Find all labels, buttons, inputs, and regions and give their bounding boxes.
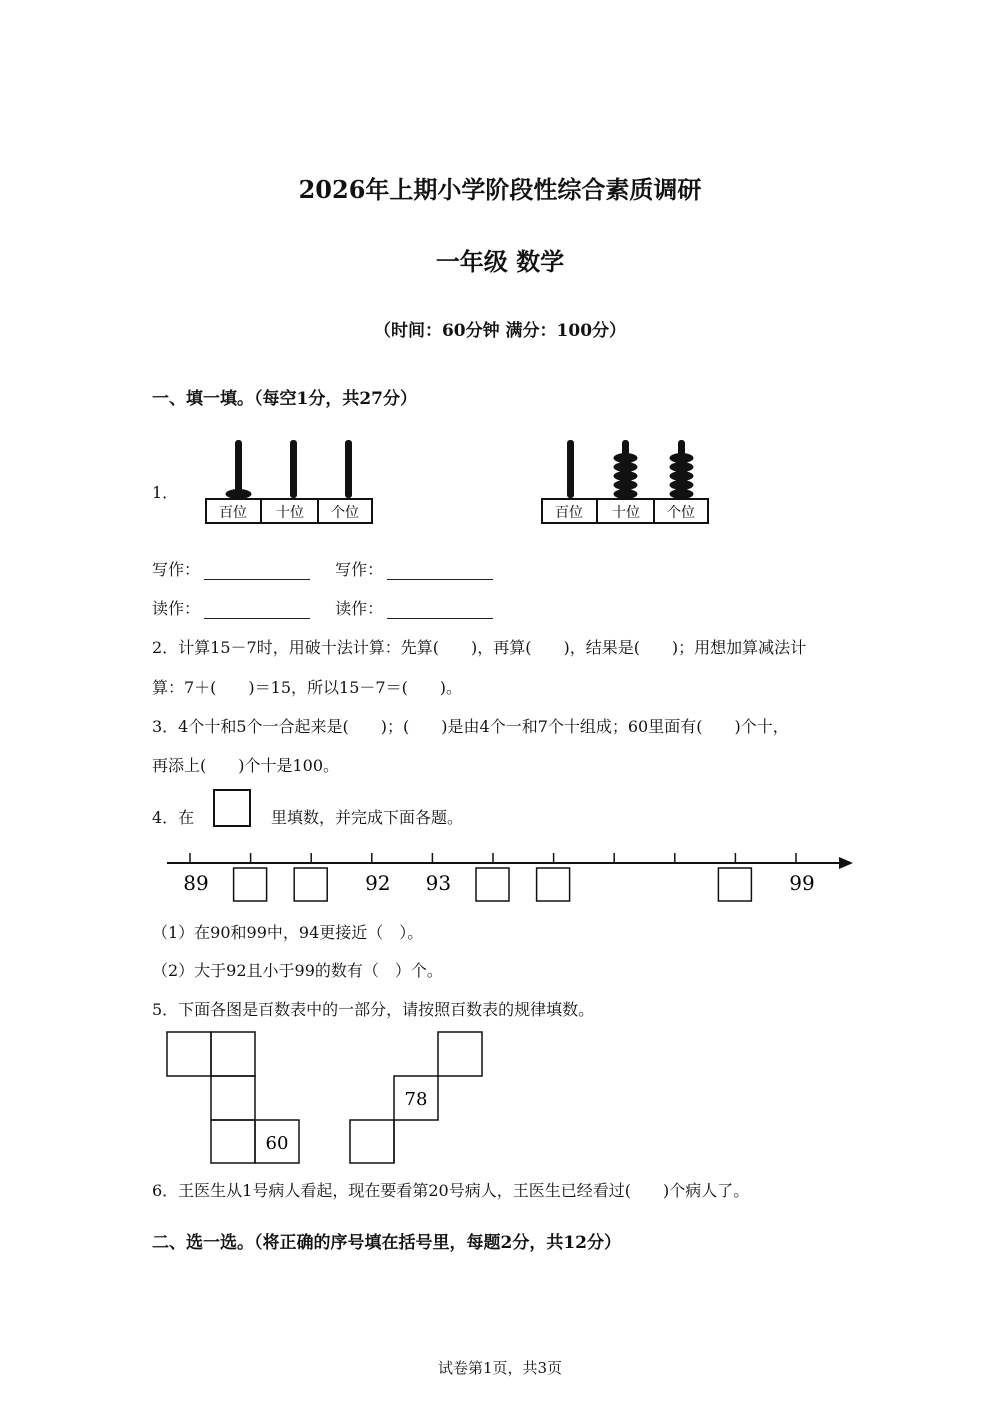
read-blank-b[interactable]	[387, 602, 493, 619]
read-blank-a[interactable]	[204, 602, 310, 619]
label-ones: 个位	[331, 505, 359, 521]
q4-prefix: 4．在	[152, 808, 195, 827]
q4-suffix: 里填数，并完成下面各题。	[271, 808, 464, 827]
read-row	[152, 596, 513, 619]
grid-cell	[350, 1120, 394, 1163]
answer-box[interactable]	[234, 868, 267, 901]
arrow-icon	[839, 857, 853, 869]
ones-beads	[670, 453, 694, 499]
tick-label: 92	[365, 871, 391, 895]
number-line	[165, 848, 855, 906]
read-label-a: 读作：	[152, 599, 201, 618]
q4-sub1: （1）在90和99中，94更接近（ ）。	[152, 923, 424, 942]
label-hundreds: 百位	[219, 505, 247, 521]
label-ones: 个位	[667, 505, 695, 521]
abacus-figure-b	[540, 436, 710, 526]
q2-line1: 2．计算15－7时，用破十法计算：先算( )，再算( )，结果是( )；用想加算减法计	[152, 638, 807, 657]
write-blank-a[interactable]	[204, 563, 310, 580]
q6-text: 6．王医生从1号病人看起，现在要看第20号病人，王医生已经看过( )个病人了。	[152, 1181, 750, 1200]
section2-heading: 二、选一选。（将正确的序号填在括号里，每题2分，共12分）	[152, 1233, 621, 1253]
section1-heading: 一、填一填。（每空1分，共27分）	[152, 389, 417, 409]
page-footer: 试卷第1页，共3页	[437, 1359, 563, 1377]
grid-cell	[211, 1120, 255, 1163]
grid-cell	[438, 1032, 482, 1076]
grid-cell	[167, 1032, 211, 1076]
read-label-b: 读作：	[335, 599, 384, 618]
tick-label: 89	[183, 871, 209, 895]
write-row	[152, 557, 513, 580]
grid-cell	[211, 1076, 255, 1120]
cell-value-60: 60	[265, 1133, 289, 1154]
exam-subtitle: 一年级 数学	[435, 247, 565, 276]
answer-box[interactable]	[294, 868, 327, 901]
rod-tens	[290, 440, 297, 498]
label-tens: 十位	[276, 505, 304, 521]
label-hundreds: 百位	[555, 505, 583, 521]
answer-box[interactable]	[537, 868, 570, 901]
tick-label: 93	[425, 871, 452, 895]
answer-box-icon	[213, 789, 251, 827]
rod-hundreds	[567, 440, 574, 498]
write-label-b: 写作：	[335, 560, 384, 579]
rod-ones	[345, 440, 352, 498]
write-blank-b[interactable]	[387, 563, 493, 580]
grid-cell	[211, 1032, 255, 1076]
q1-number: 1．	[152, 483, 179, 502]
bead	[226, 489, 252, 499]
exam-title: 2026年上期小学阶段性综合素质调研	[298, 175, 702, 204]
label-tens: 十位	[612, 505, 640, 521]
answer-box[interactable]	[476, 868, 509, 901]
exam-info: （时间：60分钟 满分：100分）	[373, 321, 627, 341]
tens-beads	[614, 453, 638, 499]
write-label-a: 写作：	[152, 560, 201, 579]
cell-value-78: 78	[404, 1089, 428, 1110]
q2-line2: 算：7＋( )＝15，所以15－7＝( )。	[152, 678, 463, 697]
answer-box[interactable]	[718, 868, 751, 901]
abacus-figure-a	[204, 436, 374, 526]
hundred-chart-fig1	[164, 1030, 304, 1165]
tick-label: 99	[789, 871, 815, 895]
q3-line2: 再添上( )个十是100。	[152, 756, 340, 775]
q5-text: 5．下面各图是百数表中的一部分，请按照百数表的规律填数。	[152, 1000, 595, 1019]
hundred-chart-fig2	[348, 1030, 488, 1165]
q3-line1: 3．4个十和5个一合起来是( )；( )是由4个一和7个十组成；60里面有( )个十，	[152, 717, 789, 736]
q4-sub2: （2）大于92且小于99的数有（ ）个。	[152, 961, 443, 980]
